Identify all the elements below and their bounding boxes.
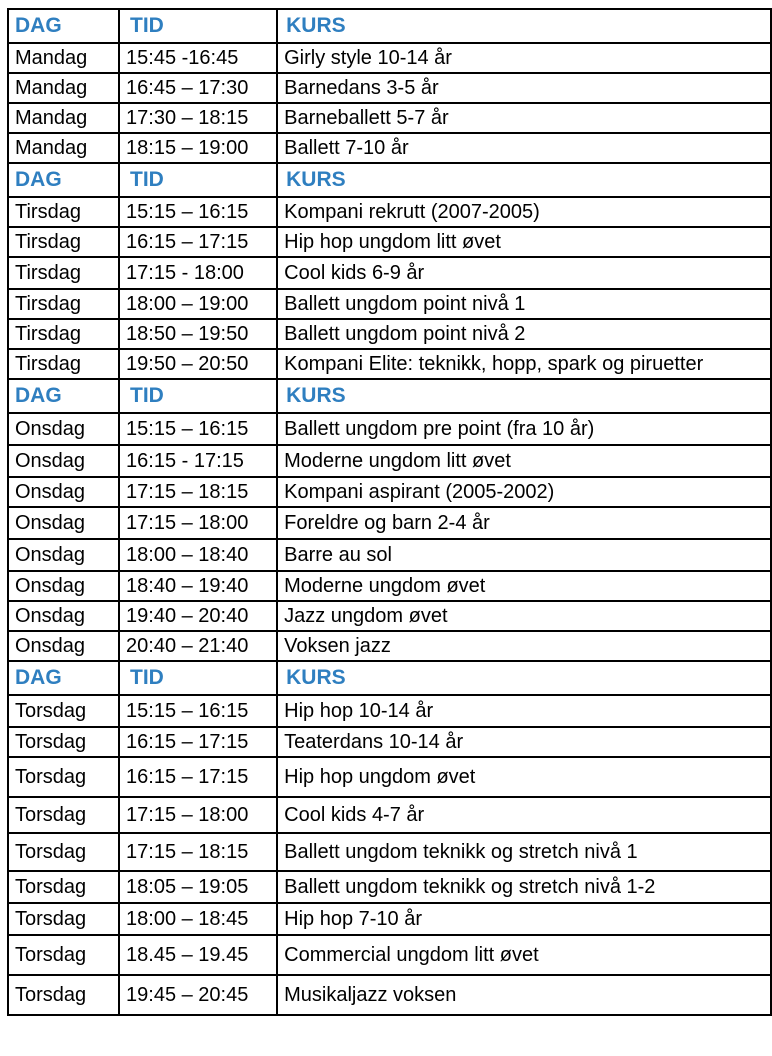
row-time: 17:15 – 18:00 <box>119 797 277 833</box>
row-course: Hip hop 7-10 år <box>277 903 771 935</box>
table-row <box>8 871 771 903</box>
header-course: KURS <box>277 661 771 695</box>
header-day: DAG <box>8 379 119 413</box>
table-row <box>8 727 771 757</box>
row-day: Torsdag <box>8 975 119 1015</box>
table-row <box>8 197 771 227</box>
row-course: Voksen jazz <box>277 631 771 661</box>
row-course: Ballett ungdom teknikk og stretch nivå 1-2 <box>277 871 771 903</box>
row-time: 17:15 - 18:00 <box>119 257 277 289</box>
row-course: Hip hop ungdom øvet <box>277 757 771 797</box>
row-time: 20:40 – 21:40 <box>119 631 277 661</box>
row-time: 16:15 - 17:15 <box>119 445 277 477</box>
row-course: Ballett ungdom point nivå 1 <box>277 289 771 319</box>
row-course: Barre au sol <box>277 539 771 571</box>
row-time: 18:00 – 18:40 <box>119 539 277 571</box>
table-row <box>8 757 771 797</box>
row-time: 16:15 – 17:15 <box>119 757 277 797</box>
row-time: 19:45 – 20:45 <box>119 975 277 1015</box>
table-row <box>8 631 771 661</box>
row-day: Mandag <box>8 133 119 163</box>
row-time: 17:15 – 18:15 <box>119 833 277 871</box>
row-time: 15:15 – 16:15 <box>119 695 277 727</box>
row-course: Kompani rekrutt (2007-2005) <box>277 197 771 227</box>
row-day: Mandag <box>8 73 119 103</box>
table-row <box>8 133 771 163</box>
row-time: 16:15 – 17:15 <box>119 727 277 757</box>
table-row <box>8 413 771 445</box>
row-course: Ballett ungdom point nivå 2 <box>277 319 771 349</box>
row-day: Tirsdag <box>8 319 119 349</box>
row-course: Foreldre og barn 2-4 år <box>277 507 771 539</box>
header-course: KURS <box>277 9 771 43</box>
row-day: Onsdag <box>8 631 119 661</box>
row-course: Moderne ungdom litt øvet <box>277 445 771 477</box>
table-row <box>8 833 771 871</box>
table-row <box>8 227 771 257</box>
row-time: 15:45 -16:45 <box>119 43 277 73</box>
row-day: Torsdag <box>8 833 119 871</box>
row-course: Barneballett 5-7 år <box>277 103 771 133</box>
row-day: Tirsdag <box>8 257 119 289</box>
row-time: 19:40 – 20:40 <box>119 601 277 631</box>
table-row <box>8 539 771 571</box>
table-row <box>8 319 771 349</box>
table-header-row <box>8 379 771 413</box>
row-course: Cool kids 4-7 år <box>277 797 771 833</box>
row-day: Onsdag <box>8 571 119 601</box>
row-time: 16:45 – 17:30 <box>119 73 277 103</box>
header-time: TID <box>119 379 277 413</box>
row-day: Torsdag <box>8 695 119 727</box>
row-day: Torsdag <box>8 903 119 935</box>
row-time: 15:15 – 16:15 <box>119 197 277 227</box>
header-course: KURS <box>277 163 771 197</box>
row-day: Onsdag <box>8 507 119 539</box>
row-day: Torsdag <box>8 757 119 797</box>
table-header-row <box>8 163 771 197</box>
table-row <box>8 935 771 975</box>
row-course: Ballett ungdom pre point (fra 10 år) <box>277 413 771 445</box>
row-course: Hip hop 10-14 år <box>277 695 771 727</box>
row-course: Ballett ungdom teknikk og stretch nivå 1 <box>277 833 771 871</box>
table-row <box>8 103 771 133</box>
row-day: Onsdag <box>8 445 119 477</box>
table-row <box>8 975 771 1015</box>
header-time: TID <box>119 661 277 695</box>
table-row <box>8 445 771 477</box>
row-day: Onsdag <box>8 539 119 571</box>
row-day: Torsdag <box>8 871 119 903</box>
header-day: DAG <box>8 661 119 695</box>
table-header-row <box>8 9 771 43</box>
table-row <box>8 349 771 379</box>
row-course: Musikaljazz voksen <box>277 975 771 1015</box>
table-row <box>8 507 771 539</box>
row-day: Onsdag <box>8 601 119 631</box>
row-day: Tirsdag <box>8 227 119 257</box>
table-row <box>8 43 771 73</box>
row-course: Teaterdans 10-14 år <box>277 727 771 757</box>
header-day: DAG <box>8 163 119 197</box>
row-course: Hip hop ungdom litt øvet <box>277 227 771 257</box>
row-day: Tirsdag <box>8 289 119 319</box>
row-course: Kompani aspirant (2005-2002) <box>277 477 771 507</box>
row-day: Mandag <box>8 43 119 73</box>
table-row <box>8 797 771 833</box>
row-course: Cool kids 6-9 år <box>277 257 771 289</box>
row-day: Mandag <box>8 103 119 133</box>
table-row <box>8 571 771 601</box>
table-row <box>8 289 771 319</box>
row-time: 18:15 – 19:00 <box>119 133 277 163</box>
row-course: Jazz ungdom øvet <box>277 601 771 631</box>
row-day: Onsdag <box>8 413 119 445</box>
header-course: KURS <box>277 379 771 413</box>
row-time: 18:05 – 19:05 <box>119 871 277 903</box>
row-time: 18.45 – 19.45 <box>119 935 277 975</box>
row-time: 19:50 – 20:50 <box>119 349 277 379</box>
row-day: Torsdag <box>8 797 119 833</box>
table-header-row <box>8 661 771 695</box>
schedule-table <box>7 8 772 1016</box>
row-day: Tirsdag <box>8 349 119 379</box>
table-row <box>8 695 771 727</box>
schedule-body <box>8 9 771 1015</box>
row-day: Torsdag <box>8 727 119 757</box>
row-day: Torsdag <box>8 935 119 975</box>
row-time: 16:15 – 17:15 <box>119 227 277 257</box>
table-row <box>8 257 771 289</box>
row-course: Girly style 10-14 år <box>277 43 771 73</box>
row-course: Ballett 7-10 år <box>277 133 771 163</box>
row-course: Barnedans 3-5 år <box>277 73 771 103</box>
row-course: Kompani Elite: teknikk, hopp, spark og piruetter <box>277 349 771 379</box>
header-day: DAG <box>8 9 119 43</box>
table-row <box>8 73 771 103</box>
header-time: TID <box>119 9 277 43</box>
row-course: Moderne ungdom øvet <box>277 571 771 601</box>
row-time: 18:40 – 19:40 <box>119 571 277 601</box>
row-course: Commercial ungdom litt øvet <box>277 935 771 975</box>
row-time: 17:15 – 18:15 <box>119 477 277 507</box>
row-time: 15:15 – 16:15 <box>119 413 277 445</box>
row-day: Onsdag <box>8 477 119 507</box>
row-time: 17:30 – 18:15 <box>119 103 277 133</box>
table-row <box>8 601 771 631</box>
row-time: 18:00 – 19:00 <box>119 289 277 319</box>
table-row <box>8 903 771 935</box>
row-time: 17:15 – 18:00 <box>119 507 277 539</box>
table-row <box>8 477 771 507</box>
header-time: TID <box>119 163 277 197</box>
row-time: 18:50 – 19:50 <box>119 319 277 349</box>
row-day: Tirsdag <box>8 197 119 227</box>
row-time: 18:00 – 18:45 <box>119 903 277 935</box>
